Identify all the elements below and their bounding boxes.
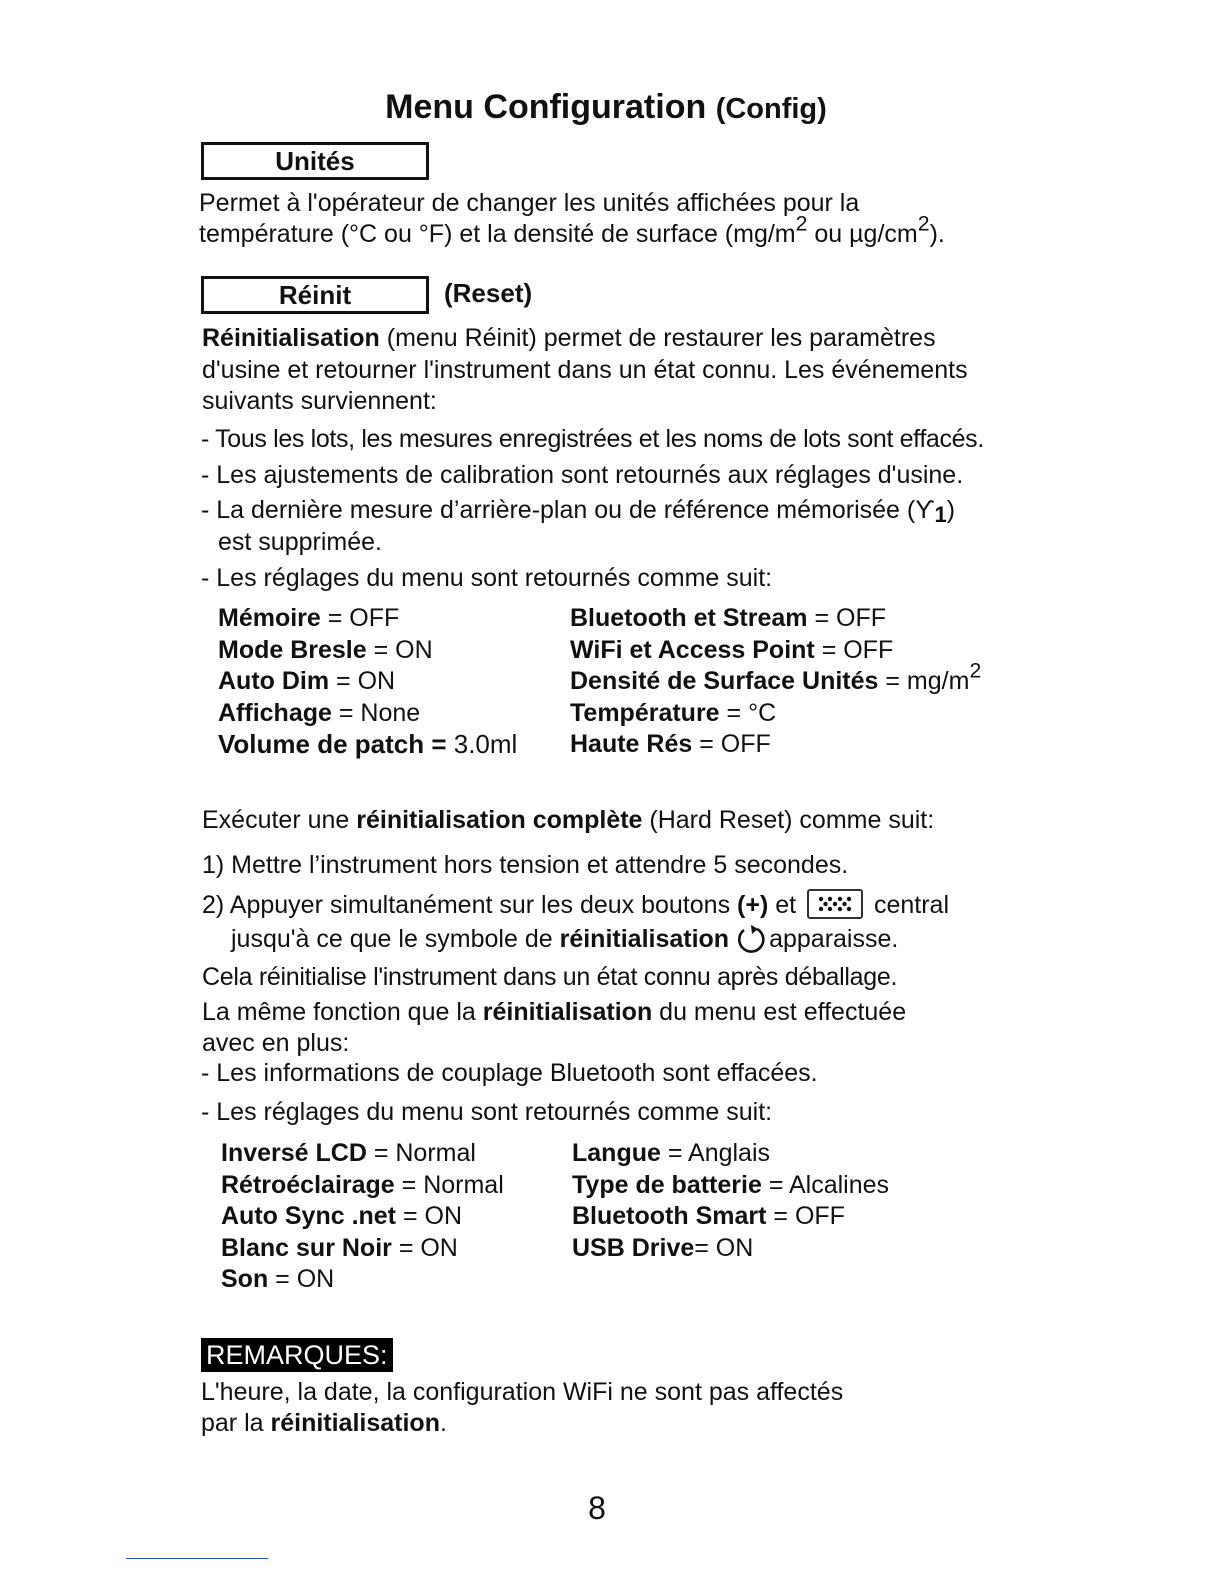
gamma-symbol: ϒ: [915, 496, 935, 524]
hard-reset-step-2-line2: jusqu'à ce que le symbole de réinitialisation apparaisse.: [231, 924, 898, 962]
setting-row: WiFi et Access Point = OFF: [570, 635, 894, 664]
page-subtitle: (Config): [715, 93, 827, 125]
reset-intro-line3: suivants surviennent:: [202, 387, 437, 415]
reset-bullet-3-line2: est supprimée.: [218, 528, 382, 556]
reset-settings-right: [570, 603, 981, 761]
page-number: 8: [588, 1490, 606, 1526]
units-description-line1: Permet à l'opérateur de changer les unités affichées pour la: [199, 189, 860, 217]
setting-row: Blanc sur Noir = ON: [221, 1233, 458, 1262]
remarks-line1: L'heure, la date, la configuration WiFi ne sont pas affectés: [201, 1378, 844, 1406]
hard-reset-bullet-1: - Les informations de couplage Bluetooth sont effacées.: [201, 1059, 818, 1087]
keypad-button-icon: [807, 889, 863, 919]
setting-row: Type de batterie = Alcalines: [572, 1170, 890, 1199]
hard-reset-bullet-2: - Les réglages du menu sont retournés comme suit:: [201, 1098, 773, 1126]
setting-row: Mémoire = OFF: [218, 604, 400, 632]
hard-reset-intro: Exécuter une réinitialisation complète (Hard Reset) comme suit:: [202, 806, 935, 834]
setting-row: Bluetooth et Stream = OFF: [570, 604, 887, 632]
reset-bullet-2: - Les ajustements de calibration sont retournés aux réglages d'usine.: [201, 461, 964, 489]
setting-row: Mode Bresle = ON: [218, 635, 433, 664]
hard-reset-step-1: 1) Mettre l’instrument hors tension et attendre 5 secondes.: [202, 851, 849, 879]
hard-reset-step-2: 2) Appuyer simultanément sur les deux boutons (+) et central: [202, 891, 950, 919]
units-section-header: Unités: [201, 142, 429, 180]
setting-row: Rétroéclairage = Normal: [221, 1170, 504, 1199]
hard-reset-same-function: La même fonction que la réinitialisation du menu est effectuée: [202, 998, 907, 1026]
hard-reset-settings-left: [221, 1138, 504, 1296]
setting-row: Volume de patch = 3.0ml: [218, 729, 518, 759]
reset-section-note: (Reset): [444, 278, 533, 308]
hard-reset-settings-right: [572, 1138, 889, 1264]
setting-row: Densité de Surface Unités = $mg/m^2$: [570, 658, 982, 695]
setting-row: Température = °C: [570, 698, 777, 727]
reset-symbol-icon: [735, 924, 767, 962]
setting-row: Bluetooth Smart = OFF: [572, 1202, 845, 1230]
reset-bullet-3: - La dernière mesure d’arrière-plan ou de référence mémorisée (ϒ1): [201, 496, 956, 527]
units-description-line2: température (°C ou °F) et la densité de surface ($mg/m^2$ ou $\mu g/cm^2$).: [199, 211, 945, 248]
reset-section-header: Réinit: [201, 276, 429, 314]
footer-rule: [126, 1558, 268, 1559]
page-title: Menu Configuration (Config): [385, 88, 827, 126]
reset-bullet-1: - Tous les lots, les mesures enregistrées et les noms de lots sont effacés.: [201, 425, 984, 453]
hard-reset-effect: Cela réinitialise l'instrument dans un état connu après déballage.: [202, 963, 898, 991]
remarks-label: REMARQUES:: [201, 1338, 393, 1372]
reset-intro-line1: Réinitialisation (menu Réinit) permet de restaurer les paramètres: [202, 324, 936, 352]
setting-row: Son = ON: [221, 1265, 335, 1293]
reset-bullet-4: - Les réglages du menu sont retournés comme suit:: [201, 564, 773, 592]
hard-reset-same-function-line2: avec en plus:: [202, 1029, 350, 1057]
reset-settings-left: [218, 603, 517, 761]
setting-row: Auto Sync .net = ON: [221, 1202, 463, 1230]
setting-row: Langue = Anglais: [572, 1139, 771, 1167]
setting-row: Haute Rés = OFF: [570, 730, 771, 758]
setting-row: USB Drive= ON: [572, 1233, 754, 1262]
reset-intro-line2: d'usine et retourner l'instrument dans un état connu. Les événements: [202, 356, 968, 384]
remarks-line2: par la réinitialisation.: [201, 1409, 447, 1437]
setting-row: Auto Dim = ON: [218, 667, 396, 695]
setting-row: Inversé LCD = Normal: [221, 1139, 476, 1167]
setting-row: Affichage = None: [218, 698, 421, 727]
